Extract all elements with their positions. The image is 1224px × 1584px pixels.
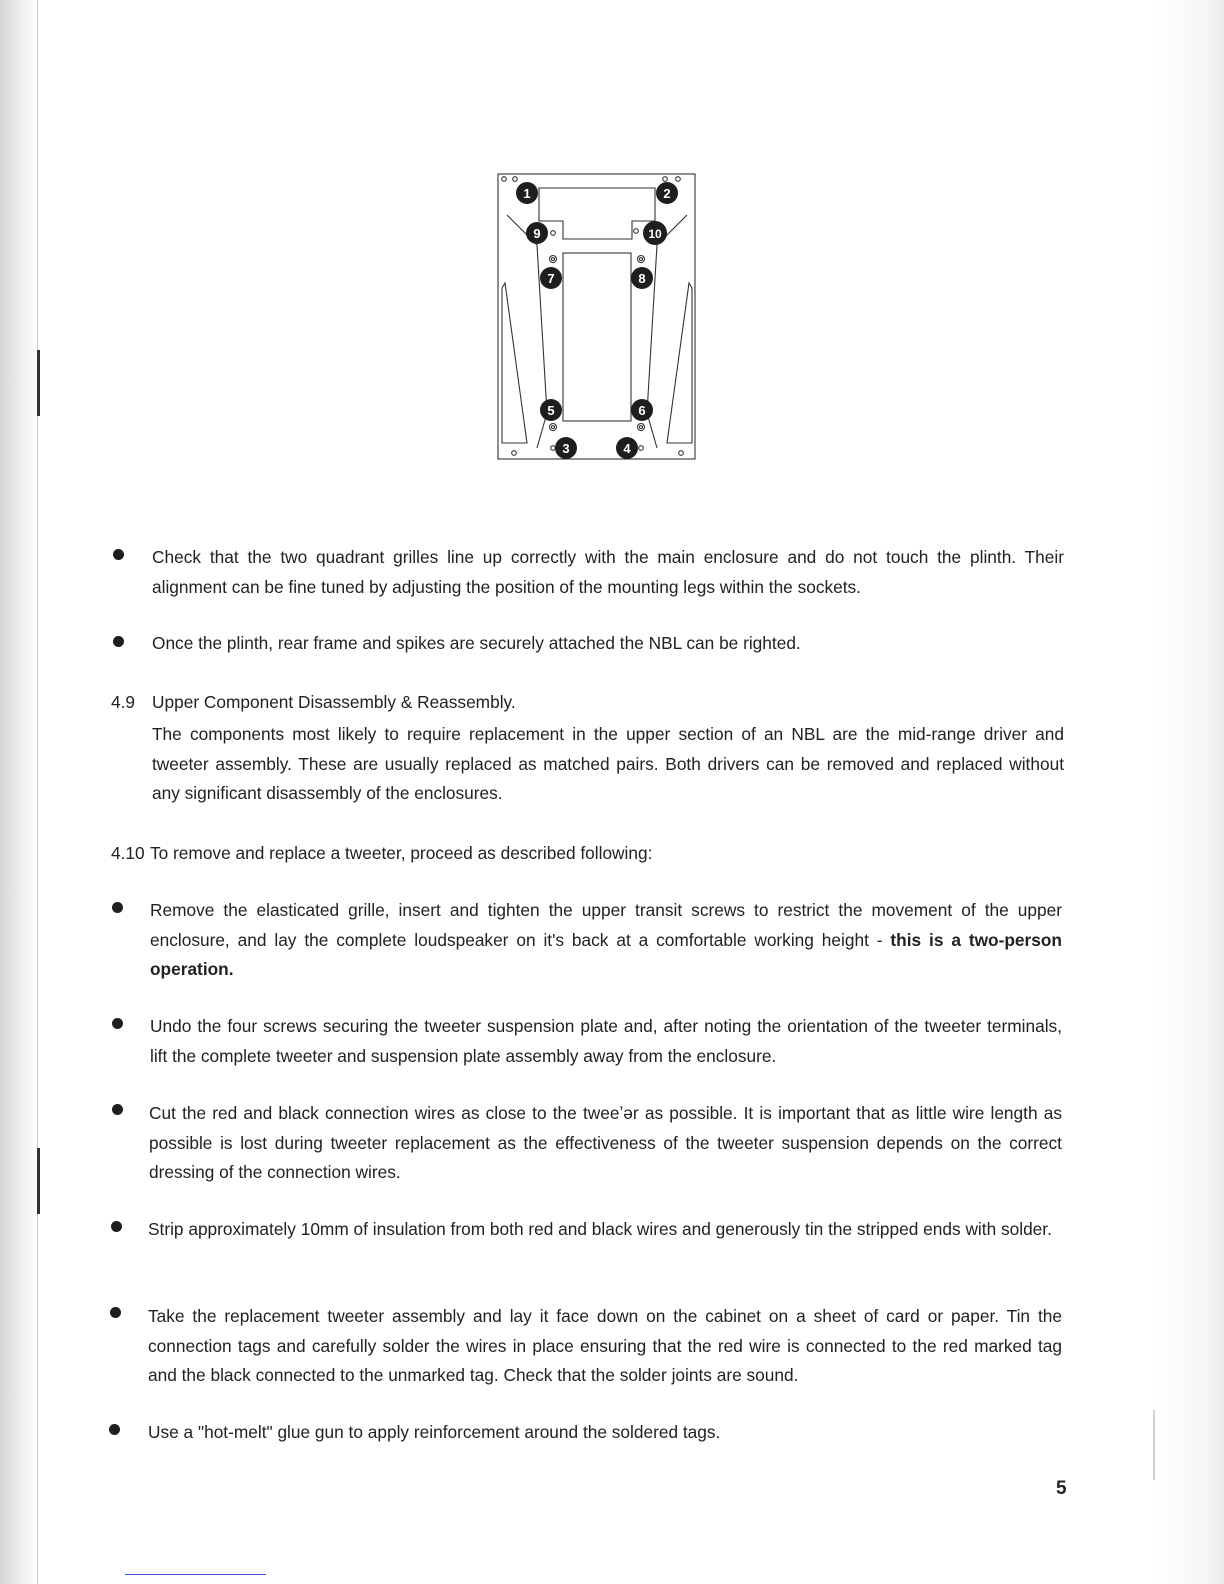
step-solder-wires: Take the replacement tweeter assembly and lay it face down on the cabinet on a sheet of card or paper. Tin the connection tags and carefully solder the wires in place ensuring that the red wire is connected to the red marked tag and the black connected to the unmarked tag. Check that the solder joints are sound. xyxy=(148,1306,1062,1385)
socket-center xyxy=(552,258,555,261)
scan-binding-line xyxy=(37,0,38,1584)
callout-7-label: 7 xyxy=(547,271,555,286)
bullet-marker xyxy=(113,549,124,560)
left-wing xyxy=(502,283,527,443)
socket-center xyxy=(640,426,643,429)
callout-8-label: 8 xyxy=(638,271,646,286)
page-number: 5 xyxy=(1056,1478,1067,1499)
hole xyxy=(634,229,639,234)
bullet-marker xyxy=(113,636,124,647)
hole xyxy=(512,451,517,456)
step-undo-screws: Undo the four screws securing the tweeter suspension plate and, after noting the orientation of the tweeter terminals, lift the complete tweeter and suspension plate assembly away from the enclosure. xyxy=(150,1016,1062,1066)
bullet-marker xyxy=(110,1307,121,1318)
hole xyxy=(551,446,556,451)
two-person-warning: this is a two-person operation. xyxy=(150,929,1062,979)
callout-5-label: 5 xyxy=(547,403,555,418)
frame-outline xyxy=(498,174,695,459)
step-remove-grille-text: Remove the elasticated grille, insert and tighten the upper transit screws to restrict the movement of the upper enclosure, and lay the complete loudspeaker on it's back at a comfortable working height - xyxy=(150,900,1062,950)
callout-10-label: 10 xyxy=(648,227,662,241)
scan-left-edge xyxy=(0,0,40,1584)
rear-frame-diagram xyxy=(497,173,697,461)
callout-4-label: 4 xyxy=(623,441,631,456)
step-remove-grille xyxy=(150,896,1062,985)
hole xyxy=(639,446,644,451)
hole xyxy=(502,177,507,182)
socket-ring xyxy=(550,256,557,263)
socket-center xyxy=(640,258,643,261)
bullet-check-grilles: Check that the two quadrant grilles line up correctly with the main enclosure and do not touch the plinth. Their alignment can be fine tuned by adjusting the position of the mounting legs within the sockets. xyxy=(152,547,1064,597)
callout-2-label: 2 xyxy=(663,186,671,201)
right-wing xyxy=(667,283,692,443)
callout-6-label: 6 xyxy=(638,403,646,418)
section-4-9-number: 4.9 xyxy=(111,692,136,712)
socket-ring xyxy=(638,424,645,431)
socket-ring xyxy=(550,424,557,431)
section-4-9-body: The components most likely to require replacement in the upper section of an NBL are the mid-range driver and tweeter assembly. These are usually replaced as matched pairs. Both drivers can be removed and replaced without any significant disassembly of the enclosures. xyxy=(152,724,1064,803)
hole xyxy=(679,451,684,456)
right-strut xyxy=(647,215,687,448)
section-4-9-title: Upper Component Disassembly & Reassembly. xyxy=(152,692,516,712)
scan-mark-bottom xyxy=(37,1148,40,1214)
scan-right-edge xyxy=(1154,0,1224,1584)
hole xyxy=(663,177,668,182)
bullet-marker xyxy=(112,1104,123,1115)
bullet-marker xyxy=(112,902,123,913)
hole xyxy=(676,177,681,182)
step-strip-insulation: Strip approximately 10mm of insulation from both red and black wires and generously tin the stripped ends with solder. xyxy=(148,1219,1052,1239)
bullet-plinth-attached: Once the plinth, rear frame and spikes are securely attached the NBL can be righted. xyxy=(152,633,801,653)
rear-frame-svg xyxy=(497,173,697,461)
center-panel xyxy=(563,253,631,421)
callout-3-label: 3 xyxy=(562,441,570,456)
bullet-marker xyxy=(112,1018,123,1029)
top-panel xyxy=(539,188,655,239)
socket-ring xyxy=(638,256,645,263)
step-cut-wires: Cut the red and black connection wires as close to the tweeʼər as possible. It is important that as little wire length as possible is lost during tweeter replacement as the effectiveness of the tweeter suspension depends on the correct dressing of the connection wires. xyxy=(149,1103,1062,1182)
callout-1-label: 1 xyxy=(523,186,531,201)
section-4-10-number: 4.10 xyxy=(111,843,145,863)
socket-center xyxy=(552,426,555,429)
hole xyxy=(513,177,518,182)
callout-9-label: 9 xyxy=(533,226,541,241)
section-4-10-intro: To remove and replace a tweeter, proceed as described following: xyxy=(150,843,653,863)
bullet-marker xyxy=(111,1221,122,1232)
bullet-marker xyxy=(109,1424,120,1435)
step-hot-melt-glue: Use a "hot-melt" glue gun to apply reinforcement around the soldered tags. xyxy=(148,1422,721,1442)
scan-right-mark xyxy=(1153,1410,1155,1480)
footer-rule xyxy=(125,1574,266,1575)
hole xyxy=(551,231,556,236)
scan-mark-top xyxy=(37,350,40,416)
